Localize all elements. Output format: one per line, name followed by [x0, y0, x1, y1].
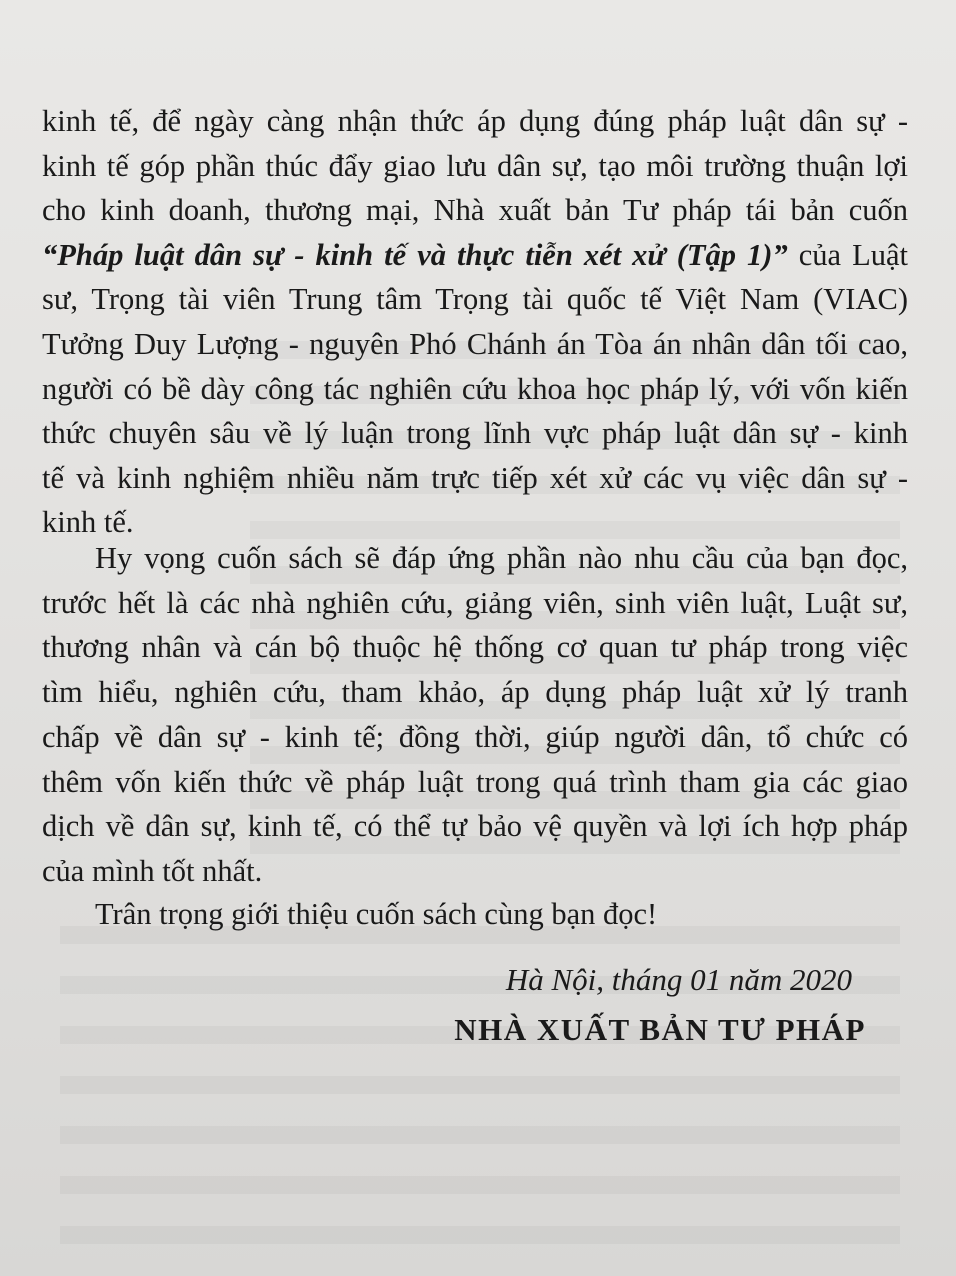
text-line: sư, Trọng tài viên Trung tâm Trọng tài quốc tế Việt Nam (VIAC): [42, 282, 908, 317]
signature-place-date: Hà Nội, tháng 01 năm 2020: [505, 962, 852, 997]
paragraph-closing: Trân trọng giới thiệu cuốn sách cùng bạn đọc!: [95, 897, 658, 931]
book-title: “Pháp luật dân sự - kinh tế và thực tiễn xét xử (Tập 1)”: [42, 237, 788, 272]
text-line: dịch về dân sự, kinh tế, có thể tự bảo vệ quyền và lợi ích hợp pháp: [42, 809, 908, 844]
text-line: cho kinh doanh, thương mại, Nhà xuất bản Tư pháp tái bản cuốn: [42, 193, 908, 228]
text-line: kinh tế.: [42, 505, 134, 540]
text-line: thương nhân và cán bộ thuộc hệ thống cơ quan tư pháp trong việc: [42, 630, 908, 665]
text-line: chấp về dân sự - kinh tế; đồng thời, giúp người dân, tổ chức có: [42, 719, 908, 754]
text-line: kinh tế góp phần thúc đẩy giao lưu dân sự, tạo môi trường thuận lợi: [42, 148, 908, 183]
text-line: Tưởng Duy Lượng - nguyên Phó Chánh án Tòa án nhân dân tối cao,: [42, 327, 908, 361]
signature-publisher: NHÀ XUẤT BẢN TƯ PHÁP: [454, 1012, 866, 1047]
text-fragment: của Luật: [787, 237, 909, 272]
text-line: người có bề dày công tác nghiên cứu khoa học pháp lý, với vốn kiến: [42, 371, 908, 406]
text-line: tìm hiểu, nghiên cứu, tham khảo, áp dụng pháp luật xử lý tranh: [42, 675, 908, 710]
text-line: của mình tốt nhất.: [42, 853, 263, 888]
text-line: kinh tế, để ngày càng nhận thức áp dụng đúng pháp luật dân sự -: [42, 104, 908, 138]
text-line: tế và kinh nghiệm nhiều năm trực tiếp xét xử các vụ việc dân sự -: [42, 460, 908, 495]
text-line: thêm vốn kiến thức về pháp luật trong quá trình tham gia các giao: [42, 764, 908, 799]
text-line: trước hết là các nhà nghiên cứu, giảng viên, sinh viên luật, Luật sư,: [42, 585, 908, 620]
text-line: Hy vọng cuốn sách sẽ đáp ứng phần nào nhu cầu của bạn đọc,: [95, 541, 908, 575]
text-line-book-title: [42, 237, 908, 273]
text-line: thức chuyên sâu về lý luận trong lĩnh vực pháp luật dân sự - kinh: [42, 416, 908, 451]
